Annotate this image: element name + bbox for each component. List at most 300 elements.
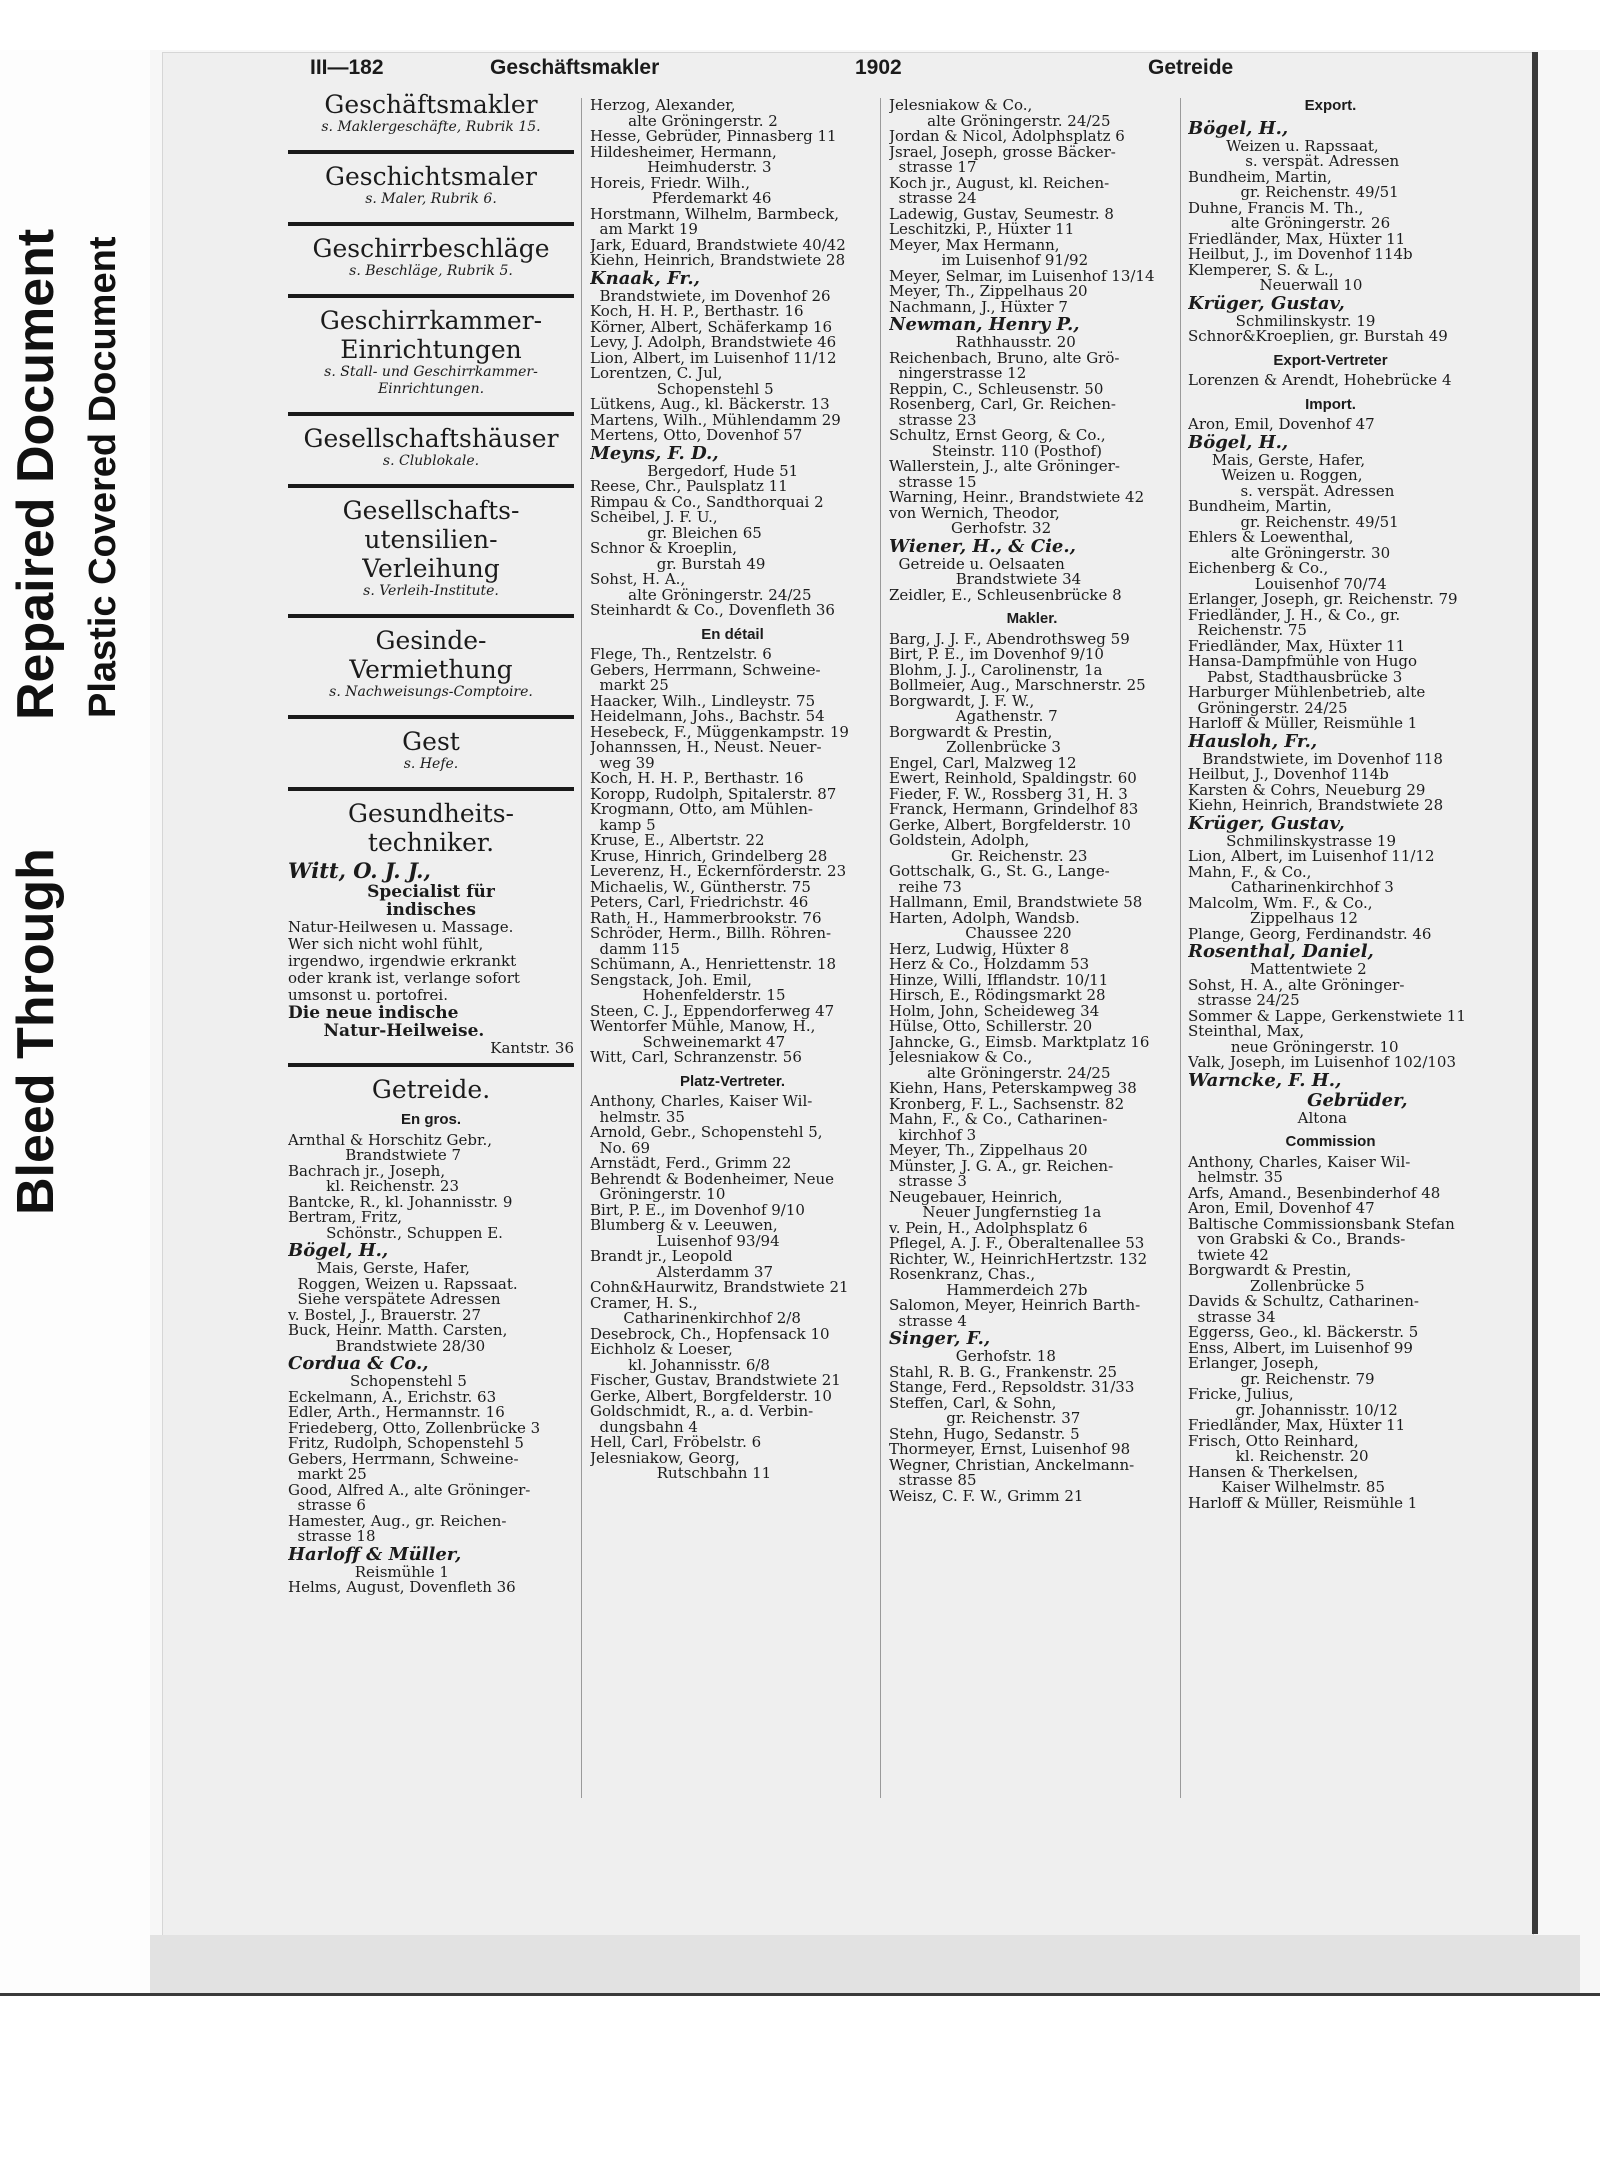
directory-entry: gr. Johannisstr. 10/12	[1188, 1402, 1398, 1418]
directory-entry: Harloff & Müller, Reismühle 1	[1188, 1495, 1418, 1511]
directory-entry: gr. Reichenstr. 37	[889, 1411, 1081, 1427]
directory-entry: kl. Reichenstr. 23	[288, 1179, 460, 1195]
directory-entry: Gerhofstr. 18	[889, 1349, 1056, 1365]
directory-entry: Harloff & Müller, Reismühle 1	[1188, 716, 1418, 732]
entry-list	[288, 1133, 574, 1596]
directory-entry: Stahl, R. B. G., Frankenstr. 25	[889, 1364, 1118, 1380]
directory-entry: Krüger, Gustav,	[1188, 293, 1345, 314]
directory-entry: Bachrach jr., Joseph,	[288, 1163, 446, 1179]
directory-entry: strasse 6	[288, 1498, 366, 1514]
category-reference: s. Clublokale.	[382, 453, 480, 469]
directory-entry: Erlanger, Joseph,	[1188, 1356, 1319, 1372]
directory-entry: strasse 18	[288, 1529, 376, 1545]
directory-entry: Haacker, Wilh., Lindleystr. 75	[590, 693, 816, 709]
directory-entry: v. Pein, H., Adolphsplatz 6	[889, 1220, 1088, 1236]
entry-list	[1188, 119, 1473, 345]
directory-entry: Koch jr., August, kl. Reichen-	[889, 175, 1110, 191]
directory-entry: Harloff & Müller,	[288, 1544, 462, 1565]
directory-entry: Steinthal, Max,	[1188, 1024, 1305, 1040]
directory-entry: gr. Reichenstr. 49/51	[1188, 185, 1399, 201]
entry-list	[1188, 373, 1473, 389]
directory-entry: Singer, F.,	[889, 1329, 991, 1349]
directory-entry: Wentorfer Mühle, Manow, H.,	[590, 1019, 816, 1035]
directory-entry: Krüger, Gustav,	[1188, 813, 1345, 834]
directory-entry: Erlanger, Joseph, gr. Reichenstr. 79	[1188, 592, 1458, 608]
directory-entry: Reppin, C., Schleusenstr. 50	[889, 381, 1104, 397]
directory-entry: Friedländer, J. H., & Co., gr.	[1188, 607, 1401, 623]
directory-entry: Horstmann, Wilhelm, Barmbeck,	[590, 206, 839, 222]
directory-entry: Reese, Chr., Paulsplatz 11	[590, 479, 788, 495]
directory-entry: Plange, Georg, Ferdinandstr. 46	[1188, 926, 1432, 942]
directory-entry: Hammerdeich 27b	[889, 1282, 1088, 1298]
directory-entry: Bundheim, Martin,	[1188, 499, 1332, 515]
directory-entry: Jsrael, Joseph, grosse Bäcker-	[889, 144, 1116, 160]
directory-entry: Lorentzen, C. Jul,	[590, 366, 723, 382]
directory-entry: Rutschbahn 11	[590, 1466, 772, 1482]
subheading-commission: Commission	[1285, 1133, 1376, 1150]
directory-entry: Cramer, H. S.,	[590, 1295, 698, 1311]
entry-list	[889, 98, 1175, 603]
directory-entry: Hesebeck, F., Müggenkampstr. 19	[590, 724, 849, 740]
directory-entry: Schultz, Ernst Georg, & Co.,	[889, 428, 1106, 444]
directory-entry: Michaelis, W., Güntherstr. 75	[590, 879, 811, 895]
witt-advertisement	[288, 859, 574, 1057]
directory-entry: Baltische Commissionsbank Stefan	[1188, 1216, 1455, 1232]
directory-entry: Koropp, Rudolph, Spitalerstr. 87	[590, 786, 837, 802]
directory-entry: Steinhardt & Co., Dovenfleth 36	[590, 603, 835, 619]
directory-entry: Fischer, Gustav, Brandstwiete 21	[590, 1373, 841, 1389]
directory-entry: Sengstack, Joh. Emil,	[590, 972, 752, 988]
directory-entry: Bollmeier, Aug., Marschnerstr. 25	[889, 678, 1146, 694]
directory-entry: Catharinenkirchhof 3	[1188, 880, 1394, 896]
directory-entry: Meyer, Th., Zippelhaus 20	[889, 1143, 1088, 1159]
directory-entry: kl. Johannisstr. 6/8	[590, 1357, 770, 1373]
directory-entry: Getreide u. Oelsaaten	[889, 556, 1065, 572]
category-block	[288, 222, 574, 288]
directory-entry: Edler, Arth., Hermannstr. 16	[288, 1405, 505, 1421]
directory-entry: Lion, Albert, im Luisenhof 11/12	[1188, 849, 1435, 865]
directory-entry: Schümann, A., Henriettenstr. 18	[590, 957, 837, 973]
directory-entry: s. verspät. Adressen	[1188, 154, 1400, 170]
directory-entry: Chaussee 220	[889, 926, 1072, 942]
category-reference: s. Beschläge, Rubrik 5.	[349, 263, 513, 279]
directory-entry: Bundheim, Martin,	[1188, 169, 1332, 185]
column-4	[1188, 98, 1473, 1511]
directory-entry: Hohenfelderstr. 15	[590, 988, 786, 1004]
directory-entry: Levy, J. Adolph, Brandstwiete 46	[590, 335, 837, 351]
category-block	[288, 412, 574, 478]
directory-entry: Engel, Carl, Malzweg 12	[889, 755, 1077, 771]
directory-entry: Friedländer, Max, Hüxter 11	[1188, 231, 1406, 247]
directory-entry: Peters, Carl, Friedrichstr. 46	[590, 895, 809, 911]
directory-entry: Witt, Carl, Schranzenstr. 56	[590, 1050, 802, 1066]
category-title: Gesellschaftshäuser	[303, 424, 559, 453]
directory-entry: Bögel, H.,	[1188, 118, 1289, 139]
directory-entry: Kaiser Wilhelmstr. 85	[1188, 1480, 1386, 1496]
directory-entry: Borgwardt & Prestin,	[1188, 1263, 1352, 1279]
directory-entry: kl. Reichenstr. 20	[1188, 1449, 1369, 1465]
directory-entry: Heimhuderstr. 3	[590, 160, 772, 176]
directory-entry: Zollenbrücke 5	[1188, 1278, 1365, 1294]
column-separator	[880, 98, 881, 1798]
directory-entry: von Grabski & Co., Brands-	[1188, 1232, 1406, 1248]
directory-entry: Jark, Eduard, Brandstwiete 40/42	[590, 237, 846, 253]
directory-entry: Schmilinskystrasse 19	[1188, 833, 1396, 849]
directory-entry: Bergedorf, Hude 51	[590, 463, 799, 479]
column-separator	[1180, 98, 1181, 1798]
directory-entry: Borgwardt, J. F. W.,	[889, 693, 1035, 709]
directory-entry: Birt, P. E., im Dovenhof 9/10	[590, 1202, 805, 1218]
directory-entry: Schmilinskystr. 19	[1188, 313, 1376, 329]
directory-entry: Thormeyer, Ernst, Luisenhof 98	[889, 1442, 1131, 1458]
directory-entry: Heilbut, J., im Dovenhof 114b	[1188, 247, 1413, 263]
directory-entry: Blumberg & v. Leeuwen,	[590, 1218, 778, 1234]
directory-entry: Friedeberg, Otto, Zollenbrücke 3	[288, 1420, 541, 1436]
directory-entry: Mais, Gerste, Hafer,	[288, 1261, 470, 1277]
directory-entry: Brandstwiete 28/30	[288, 1338, 486, 1354]
directory-entry: strasse 34	[1188, 1309, 1276, 1325]
directory-entry: Luisenhof 93/94	[590, 1233, 780, 1249]
directory-entry: Gebrüder,	[1188, 1090, 1408, 1111]
directory-entry: strasse 4	[889, 1313, 967, 1329]
directory-entry: Sommer & Lappe, Gerkenstwiete 11	[1188, 1008, 1466, 1024]
directory-entry: reihe 73	[889, 879, 962, 895]
entry-list	[590, 1094, 875, 1482]
directory-entry: Knaak, Fr.,	[590, 268, 700, 289]
directory-entry: Friedländer, Max, Hüxter 11	[1188, 1418, 1406, 1434]
directory-entry: Weisz, C. F. W., Grimm 21	[889, 1488, 1084, 1504]
page-bottom-band	[150, 1935, 1580, 1993]
directory-entry: Gottschalk, G., St. G., Lange-	[889, 864, 1110, 880]
directory-entry: alte Gröningerstr. 26	[1188, 216, 1391, 232]
directory-entry: Rathhausstr. 20	[889, 335, 1076, 351]
directory-entry: Aron, Emil, Dovenhof 47	[1188, 417, 1375, 433]
directory-entry: Blohm, J. J., Carolinenstr, 1a	[889, 662, 1103, 678]
directory-entry: Newman, Henry P.,	[889, 315, 1080, 335]
directory-entry: Heidelmann, Johs., Bachstr. 54	[590, 709, 825, 725]
category-block	[288, 150, 574, 216]
directory-entry: Sohst, H. A.,	[590, 572, 686, 588]
advertiser-address: Kantstr. 36	[490, 1039, 574, 1057]
directory-entry: Harten, Adolph, Wandsb.	[889, 910, 1080, 926]
directory-entry: Arnold, Gebr., Schopenstehl 5,	[590, 1125, 823, 1141]
directory-entry: Körner, Albert, Schäferkamp 16	[590, 319, 833, 335]
directory-entry: Neuer Jungfernstieg 1a	[889, 1205, 1102, 1221]
directory-entry: strasse 24	[889, 191, 977, 207]
directory-entry: Gebers, Herrmann, Schweine-	[590, 662, 821, 678]
directory-entry: markt 25	[590, 678, 669, 694]
directory-entry: Kronberg, F. L., Sachsenstr. 82	[889, 1096, 1125, 1112]
directory-entry: Anthony, Charles, Kaiser Wil-	[1188, 1154, 1411, 1170]
subheading-import: Import.	[1305, 395, 1356, 413]
directory-entry: Brandstwiete, im Dovenhof 118	[1188, 751, 1443, 767]
directory-entry: gr. Reichenstr. 79	[1188, 1371, 1375, 1387]
directory-entry: Kiehn, Heinrich, Brandstwiete 28	[590, 253, 846, 269]
directory-entry: damm 115	[590, 941, 680, 957]
header-page-number: III—182	[310, 56, 384, 79]
directory-entry: Sohst, H. A., alte Gröninger-	[1188, 977, 1405, 993]
directory-entry: dungsbahn 4	[590, 1419, 698, 1435]
directory-entry: kirchhof 3	[889, 1127, 977, 1143]
directory-entry: Enss, Albert, im Luisenhof 99	[1188, 1340, 1413, 1356]
entry-list	[590, 98, 875, 619]
directory-entry: Lütkens, Aug., kl. Bäckerstr. 13	[590, 397, 830, 413]
category-title: Geschäftsmakler	[324, 90, 538, 119]
category-title: Gesundheits- techniker.	[347, 799, 514, 857]
directory-entry: Hirsch, E., Rödingsmarkt 28	[889, 988, 1106, 1004]
directory-entry: Horeis, Friedr. Wilh.,	[590, 175, 751, 191]
directory-entry: Zippelhaus 12	[1188, 911, 1358, 927]
directory-entry: Kruse, E., Albertstr. 22	[590, 833, 765, 849]
directory-entry: Reichenstr. 75	[1188, 623, 1307, 639]
directory-entry: Aron, Emil, Dovenhof 47	[1188, 1201, 1375, 1217]
subheading-export-vertreter: Export-Vertreter	[1273, 351, 1388, 369]
directory-entry: Goldstein, Adolph,	[889, 833, 1030, 849]
directory-entry: Reismühle 1	[288, 1564, 449, 1580]
category-title: Geschirrkammer- Einrichtungen	[319, 306, 543, 364]
directory-entry: Salomon, Meyer, Heinrich Barth-	[889, 1298, 1141, 1314]
directory-entry: helmstr. 35	[590, 1109, 685, 1125]
directory-entry: Hinze, Willi, Ifflandstr. 10/11	[889, 972, 1109, 988]
directory-entry: Borgwardt & Prestin,	[889, 724, 1053, 740]
column-3	[889, 98, 1175, 1504]
directory-entry: Mertens, Otto, Dovenhof 57	[590, 428, 803, 444]
directory-entry: gr. Burstah 49	[590, 556, 766, 572]
directory-entry: alte Gröningerstr. 24/25	[889, 113, 1111, 129]
directory-entry: Zollenbrücke 3	[889, 740, 1061, 756]
directory-entry: Buck, Heinr. Matth. Carsten,	[288, 1323, 508, 1339]
category-reference: s. Nachweisungs-Comptoire.	[329, 684, 533, 700]
directory-entry: Gröningerstr. 24/25	[1188, 700, 1348, 716]
directory-entry: Rimpau & Co., Sandthorquai 2	[590, 494, 824, 510]
directory-entry: im Luisenhof 91/92	[889, 253, 1089, 269]
directory-entry: Meyer, Max Hermann,	[889, 237, 1060, 253]
directory-entry: Hansen & Therkelsen,	[1188, 1464, 1359, 1480]
directory-entry: Leverenz, H., Eckernförderstr. 23	[590, 864, 847, 880]
directory-entry: Mahn, F., & Co., Catharinen-	[889, 1112, 1108, 1128]
directory-entry: Lorenzen & Arendt, Hohebrücke 4	[1188, 373, 1452, 389]
directory-entry: Eichenberg & Co.,	[1188, 561, 1329, 577]
directory-entry: Wegner, Christian, Anckelmann-	[889, 1457, 1135, 1473]
column-1	[288, 90, 574, 1596]
category-list	[288, 90, 574, 857]
directory-entry: Schopenstehl 5	[590, 381, 774, 397]
directory-entry: Kiehn, Heinrich, Brandstwiete 28	[1188, 798, 1444, 814]
advertisement-text: Natur-Heilwesen u. Massage. Wer sich nicht wohl fühlt, irgendwo, irgendwie erkrankt oder krank ist, verlange sofort umsonst u. portofrei.	[288, 918, 520, 1004]
directory-entry: s. verspät. Adressen	[1188, 483, 1395, 499]
directory-entry: Mattentwiete 2	[1188, 962, 1367, 978]
header-right-title: Getreide	[1148, 56, 1234, 79]
directory-entry: strasse 23	[889, 412, 977, 428]
category-title: Getreide.	[371, 1075, 491, 1104]
directory-entry: Nachmann, J., Hüxter 7	[889, 299, 1068, 315]
directory-entry: Pferdemarkt 46	[590, 191, 772, 207]
directory-entry: Duhne, Francis M. Th.,	[1188, 200, 1364, 216]
directory-entry: Mahn, F., & Co.,	[1188, 864, 1312, 880]
directory-entry: Schopenstehl 5	[288, 1374, 467, 1390]
directory-entry: Gerke, Albert, Borgfelderstr. 10	[889, 817, 1131, 833]
directory-entry: Gröningerstr. 10	[590, 1187, 726, 1203]
subheading-makler: Makler.	[1006, 610, 1058, 627]
directory-entry: Wiener, H., & Cie.,	[889, 536, 1076, 557]
advertisement-slogan: Die neue indische Natur-Heilweise.	[288, 1003, 485, 1041]
column-2	[590, 98, 875, 1482]
directory-entry: Franck, Hermann, Grindelhof 83	[889, 802, 1139, 818]
directory-entry: ningerstrasse 12	[889, 366, 1027, 382]
directory-entry: v. Bostel, J., Brauerstr. 27	[288, 1307, 482, 1323]
directory-entry: Hildesheimer, Hermann,	[590, 144, 777, 160]
directory-entry: am Markt 19	[590, 222, 698, 238]
directory-entry: Rosenkranz, Chas.,	[889, 1267, 1036, 1283]
header-left-title: Geschäftsmakler	[490, 56, 660, 79]
directory-entry: Neuerwall 10	[1188, 278, 1363, 294]
directory-entry: Brandstwiete 7	[288, 1148, 462, 1164]
page-bottom-line	[0, 1993, 1600, 1996]
directory-entry: Lion, Albert, im Luisenhof 11/12	[590, 350, 837, 366]
directory-entry: Eckelmann, A., Erichstr. 63	[288, 1389, 497, 1405]
side-label-bleed-through: Bleed Through	[7, 848, 65, 1215]
directory-entry: Heilbut, J., Dovenhof 114b	[1188, 767, 1389, 783]
directory-entry: Ewert, Reinhold, Spaldingstr. 60	[889, 771, 1137, 787]
directory-entry: Kiehn, Hans, Peterskampweg 38	[889, 1081, 1137, 1097]
directory-entry: Fieder, F. W., Rossberg 31, H. 3	[889, 786, 1128, 802]
directory-entry: Wallerstein, J., alte Gröninger-	[889, 459, 1120, 475]
subheading-en-detail: En détail	[701, 625, 764, 643]
category-block	[288, 294, 574, 406]
directory-entry: Frisch, Otto Reinhard,	[1188, 1433, 1359, 1449]
directory-entry: Malcolm, Wm. F., & Co.,	[1188, 895, 1373, 911]
directory-entry: Bertram, Fritz,	[288, 1210, 403, 1226]
directory-entry: Hülse, Otto, Schillerstr. 20	[889, 1019, 1093, 1035]
directory-entry: Holm, John, Scheideweg 34	[889, 1003, 1100, 1019]
category-title: Geschirrbeschläge	[312, 234, 550, 263]
directory-entry: Anthony, Charles, Kaiser Wil-	[590, 1094, 813, 1110]
directory-entry: Bögel, H.,	[288, 1241, 389, 1261]
directory-entry: helmstr. 35	[1188, 1170, 1283, 1186]
subheading-export: Export.	[1304, 97, 1357, 114]
category-block	[288, 715, 574, 781]
directory-entry: Herz, Ludwig, Hüxter 8	[889, 941, 1070, 957]
directory-entry: Stehn, Hugo, Sedanstr. 5	[889, 1426, 1080, 1442]
directory-entry: Behrendt & Bodenheimer, Neue	[590, 1171, 835, 1187]
directory-entry: alte Gröningerstr. 30	[1188, 545, 1391, 561]
directory-entry: Davids & Schultz, Catharinen-	[1188, 1294, 1419, 1310]
category-block	[288, 614, 574, 709]
directory-entry: Brandt jr., Leopold	[590, 1249, 733, 1265]
directory-entry: Meyer, Selmar, im Luisenhof 13/14	[889, 268, 1155, 284]
category-title: Geschichtsmaler	[324, 162, 538, 191]
directory-entry: Gebers, Herrmann, Schweine-	[288, 1451, 519, 1467]
directory-entry: Brandstwiete, im Dovenhof 26	[590, 288, 831, 304]
directory-entry: Weizen u. Rapssaat,	[1188, 138, 1379, 154]
directory-entry: strasse 17	[889, 160, 977, 176]
advertiser-specialty: Specialist für indisches	[367, 882, 495, 920]
directory-entry: Kruse, Hinrich, Grindelberg 28	[590, 848, 828, 864]
directory-entry: Eggerss, Geo., kl. Bäckerstr. 5	[1188, 1325, 1419, 1341]
directory-entry: Fricke, Julius,	[1188, 1387, 1294, 1403]
directory-entry: Catharinenkirchhof 2/8	[590, 1311, 801, 1327]
directory-entry: Hausloh, Fr.,	[1188, 731, 1318, 752]
directory-entry: alte Gröningerstr. 24/25	[590, 587, 812, 603]
directory-entry: Flege, Th., Rentzelstr. 6	[590, 647, 772, 663]
directory-entry: Fritz, Rudolph, Schopenstehl 5	[288, 1436, 524, 1452]
directory-entry: Ehlers & Loewenthal,	[1188, 530, 1354, 546]
directory-entry: Barg, J. J. F., Abendrothsweg 59	[889, 631, 1130, 647]
directory-entry: neue Gröningerstr. 10	[1188, 1039, 1399, 1055]
directory-entry: Schröder, Herm., Billh. Röhren-	[590, 926, 832, 942]
directory-entry: strasse 85	[889, 1473, 977, 1489]
directory-entry: Koch, H. H. P., Berthastr. 16	[590, 771, 804, 787]
directory-entry: Brandstwiete 34	[889, 572, 1082, 588]
column-separator	[581, 98, 582, 1798]
directory-entry: Rosenthal, Daniel,	[1188, 942, 1374, 962]
directory-entry: Leschitzki, P., Hüxter 11	[889, 222, 1075, 238]
directory-entry: Schweinemarkt 47	[590, 1034, 786, 1050]
directory-entry: Siehe verspätete Adressen	[288, 1292, 501, 1308]
directory-entry: Gr. Reichenstr. 23	[889, 848, 1088, 864]
directory-entry: Rosenberg, Carl, Gr. Reichen-	[889, 397, 1116, 413]
directory-entry: markt 25	[288, 1467, 367, 1483]
category-getreide	[288, 1063, 574, 1104]
directory-entry: Schnor&Kroeplien, gr. Burstah 49	[1188, 329, 1448, 345]
directory-entry: strasse 24/25	[1188, 993, 1300, 1009]
directory-entry: Karsten & Cohrs, Neueburg 29	[1188, 782, 1426, 798]
page-right-border	[1532, 52, 1538, 1934]
directory-entry: strasse 15	[889, 474, 977, 490]
directory-entry: alte Gröningerstr. 24/25	[889, 1065, 1111, 1081]
directory-entry: Zeidler, E., Schleusenbrücke 8	[889, 587, 1122, 603]
directory-entry: Hallmann, Emil, Brandstwiete 58	[889, 895, 1143, 911]
category-block	[288, 484, 574, 608]
directory-entry: Meyer, Th., Zippelhaus 20	[889, 284, 1088, 300]
category-title: Gesinde- Vermiethung	[349, 626, 513, 684]
category-reference: s. Maklergeschäfte, Rubrik 15.	[321, 119, 541, 135]
directory-entry: Hansa-Dampfmühle von Hugo	[1188, 654, 1418, 670]
directory-entry: Schönstr., Schuppen E.	[288, 1225, 503, 1241]
directory-entry: Bögel, H.,	[1188, 432, 1289, 453]
directory-entry: Schnor & Kroeplin,	[590, 541, 737, 557]
directory-entry: Johannssen, H., Neust. Neuer-	[590, 740, 822, 756]
directory-entry: Münster, J. G. A., gr. Reichen-	[889, 1158, 1114, 1174]
directory-entry: Weizen u. Roggen,	[1188, 468, 1363, 484]
directory-entry: Rath, H., Hammerbrookstr. 76	[590, 910, 822, 926]
directory-entry: No. 69	[590, 1140, 651, 1156]
directory-entry: Jelesniakow & Co.,	[889, 98, 1033, 114]
directory-entry: gr. Bleichen 65	[590, 525, 762, 541]
entry-list	[889, 632, 1175, 1505]
header-year: 1902	[855, 56, 902, 79]
directory-entry: Klemperer, S. & L.,	[1188, 262, 1334, 278]
advertiser-name: Witt, O. J. J.,	[288, 858, 431, 883]
directory-entry: Jahncke, G., Eimsb. Marktplatz 16	[889, 1034, 1150, 1050]
directory-entry: Herz & Co., Holzdamm 53	[889, 957, 1090, 973]
subheading-platz-vertreter: Platz-Vertreter.	[679, 1072, 786, 1090]
directory-entry: Steffen, Carl, & Sohn,	[889, 1395, 1057, 1411]
directory-entry: alte Gröningerstr. 2	[590, 113, 778, 129]
directory-entry: Steinstr. 110 (Posthof)	[889, 443, 1102, 459]
directory-entry: Pflegel, A. J. F., Oberaltenallee 53	[889, 1236, 1145, 1252]
directory-entry: Helms, August, Dovenfleth 36	[288, 1580, 516, 1596]
directory-entry: weg 39	[590, 755, 655, 771]
directory-entry: Krogmann, Otto, am Mühlen-	[590, 802, 813, 818]
directory-entry: Jelesniakow, Georg,	[590, 1450, 740, 1466]
directory-entry: Eichholz & Loeser,	[590, 1342, 733, 1358]
directory-entry: Valk, Joseph, im Luisenhof 102/103	[1188, 1055, 1457, 1071]
category-reference: s. Stall- und Geschirrkammer- Einrichtungen.	[324, 364, 538, 397]
category-block	[288, 787, 574, 857]
directory-entry: Warning, Heinr., Brandstwiete 42	[889, 490, 1145, 506]
directory-entry: strasse 3	[889, 1174, 967, 1190]
